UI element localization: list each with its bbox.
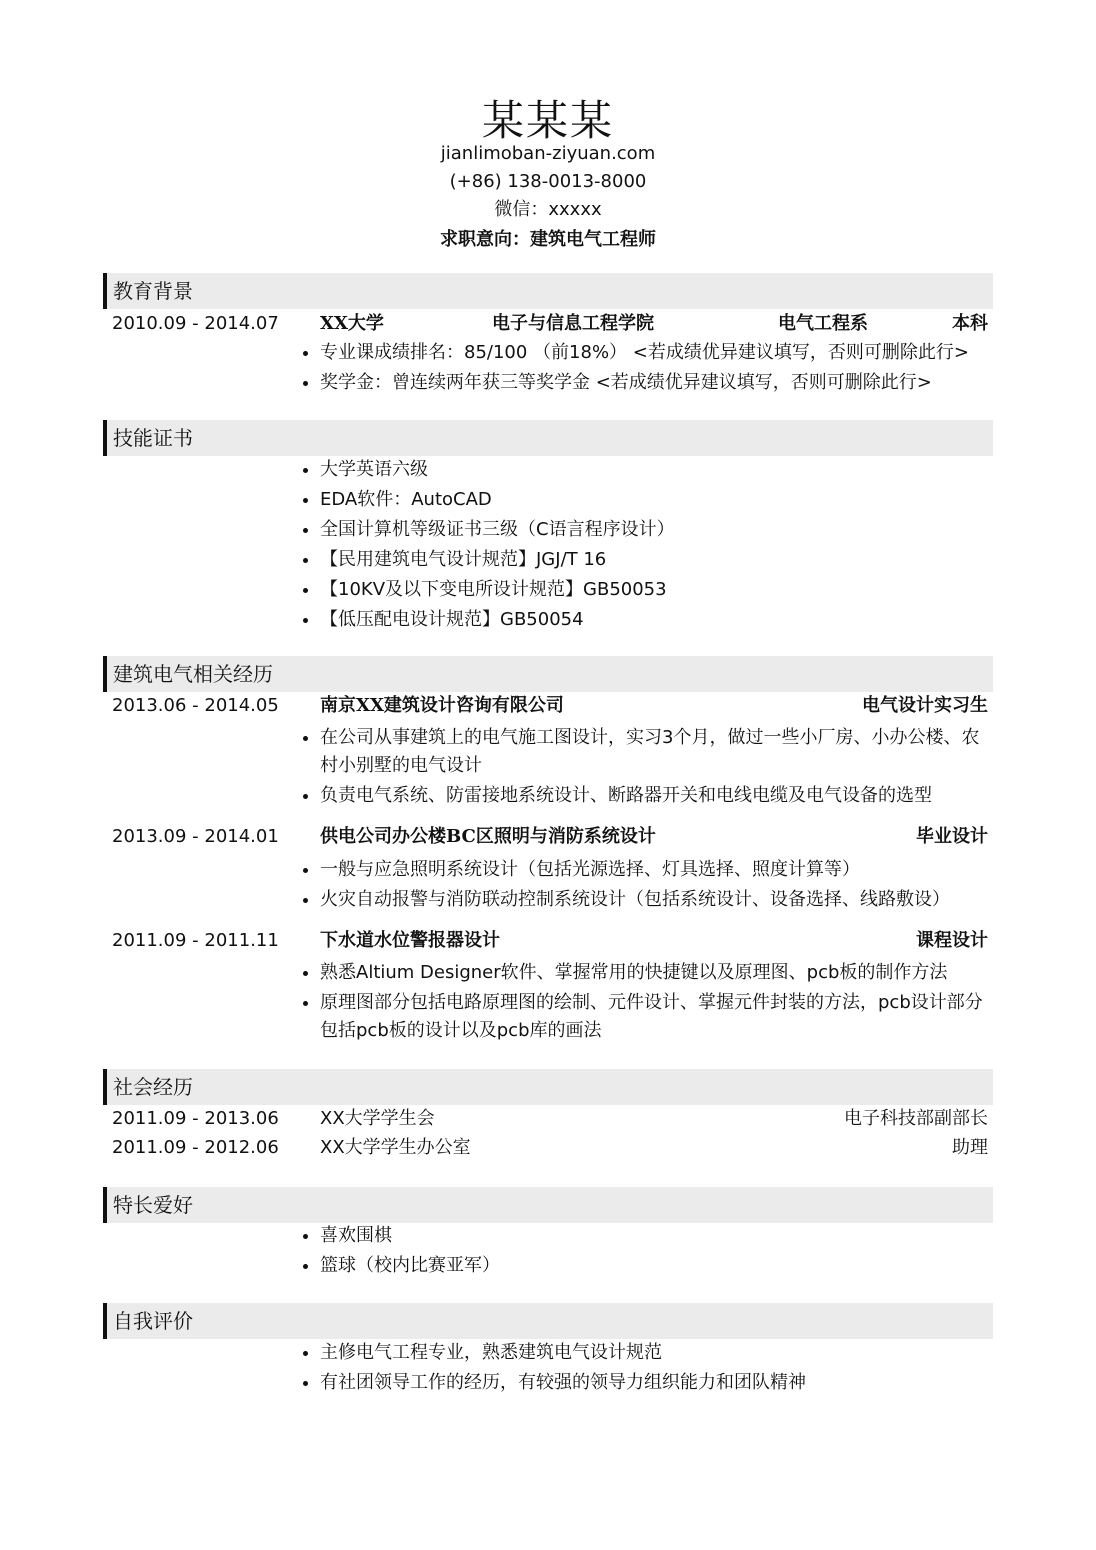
social-row bbox=[112, 1134, 988, 1162]
list-item: 专业课成绩排名：85/100 （前18%） <若成绩优异建议填写，否则可删除此行> bbox=[320, 339, 992, 367]
experience-bullets bbox=[320, 724, 992, 812]
list-item: 主修电气工程专业，熟悉建筑电气设计规范 bbox=[320, 1339, 992, 1367]
list-item: 火灾自动报警与消防联动控制系统设计（包括系统设计、设备选择、线路敷设） bbox=[320, 886, 992, 914]
section-title-experience: 建筑电气相关经历 bbox=[103, 656, 993, 692]
section-title-social: 社会经历 bbox=[103, 1069, 993, 1105]
social-role: 助理 bbox=[952, 1137, 988, 1158]
experience-date: 2013.09 - 2014.01 bbox=[112, 826, 279, 847]
job-objective: 求职意向：建筑电气工程师 bbox=[440, 229, 656, 250]
social-org: XX大学学生办公室 bbox=[320, 1137, 471, 1158]
experience-bullets bbox=[320, 856, 992, 916]
list-item: EDA软件：AutoCAD bbox=[320, 486, 992, 514]
education-date: 2010.09 - 2014.07 bbox=[112, 313, 279, 334]
experience-row bbox=[112, 823, 988, 851]
list-item: 奖学金：曾连续两年获三等奖学金 <若成绩优异建议填写，否则可删除此行> bbox=[320, 369, 992, 397]
list-item: 在公司从事建筑上的电气施工图设计，实习3个月，做过一些小厂房、小办公楼、农村小别墅的电气设计 bbox=[320, 724, 992, 780]
self-eval-bullets bbox=[320, 1339, 992, 1399]
experience-role: 电气设计实习生 bbox=[862, 695, 988, 716]
list-item: 全国计算机等级证书三级（C语言程序设计） bbox=[320, 516, 992, 544]
experience-bullets bbox=[320, 959, 992, 1047]
social-date: 2011.09 - 2013.06 bbox=[112, 1108, 279, 1129]
education-school: XX大学 bbox=[320, 313, 384, 334]
list-item: 原理图部分包括电路原理图的绘制、元件设计、掌握元件封装的方法，pcb设计部分包括pcb板的设计以及pcb库的画法 bbox=[320, 989, 992, 1045]
experience-org: 南京XX建筑设计咨询有限公司 bbox=[320, 695, 564, 716]
list-item: 一般与应急照明系统设计（包括光源选择、灯具选择、照度计算等） bbox=[320, 856, 992, 884]
list-item: 大学英语六级 bbox=[320, 456, 992, 484]
education-row bbox=[112, 310, 988, 338]
skills-bullets bbox=[320, 456, 992, 636]
social-row bbox=[112, 1105, 988, 1133]
list-item: 喜欢围棋 bbox=[320, 1222, 992, 1250]
wechat-text: 微信：xxxxx bbox=[494, 199, 602, 220]
list-item: 有社团领导工作的经历，有较强的领导力组织能力和团队精神 bbox=[320, 1369, 992, 1397]
education-degree: 本科 bbox=[952, 313, 988, 334]
list-item: 【低压配电设计规范】GB50054 bbox=[320, 606, 992, 634]
phone-text: (+86) 138-0013-8000 bbox=[449, 171, 647, 192]
education-college: 电子与信息工程学院 bbox=[492, 313, 654, 334]
hobbies-bullets bbox=[320, 1222, 992, 1282]
social-date: 2011.09 - 2012.06 bbox=[112, 1137, 279, 1158]
experience-role: 毕业设计 bbox=[916, 826, 988, 847]
section-title-skills: 技能证书 bbox=[103, 420, 993, 456]
experience-date: 2013.06 - 2014.05 bbox=[112, 695, 279, 716]
list-item: 熟悉Altium Designer软件、掌握常用的快捷键以及原理图、pcb板的制作方法 bbox=[320, 959, 992, 987]
education-department: 电气工程系 bbox=[778, 313, 868, 334]
experience-row bbox=[112, 692, 988, 720]
section-title-education: 教育背景 bbox=[103, 273, 993, 309]
experience-date: 2011.09 - 2011.11 bbox=[112, 930, 279, 951]
experience-org: 供电公司办公楼BC区照明与消防系统设计 bbox=[320, 826, 656, 847]
list-item: 负责电气系统、防雷接地系统设计、断路器开关和电线电缆及电气设备的选型 bbox=[320, 782, 992, 810]
section-title-hobbies: 特长爱好 bbox=[103, 1187, 993, 1223]
website-text: jianlimoban-ziyuan.com bbox=[440, 143, 656, 164]
experience-org: 下水道水位警报器设计 bbox=[320, 930, 500, 951]
list-item: 【民用建筑电气设计规范】JGJ/T 16 bbox=[320, 546, 992, 574]
social-org: XX大学学生会 bbox=[320, 1108, 435, 1129]
resume-name: 某某某 bbox=[481, 96, 614, 145]
experience-row bbox=[112, 927, 988, 955]
section-title-self-eval: 自我评价 bbox=[103, 1303, 993, 1339]
experience-role: 课程设计 bbox=[916, 930, 988, 951]
list-item: 【10KV及以下变电所设计规范】GB50053 bbox=[320, 576, 992, 604]
social-role: 电子科技部副部长 bbox=[844, 1108, 988, 1129]
education-bullets bbox=[320, 339, 992, 399]
list-item: 篮球（校内比赛亚军） bbox=[320, 1252, 992, 1280]
